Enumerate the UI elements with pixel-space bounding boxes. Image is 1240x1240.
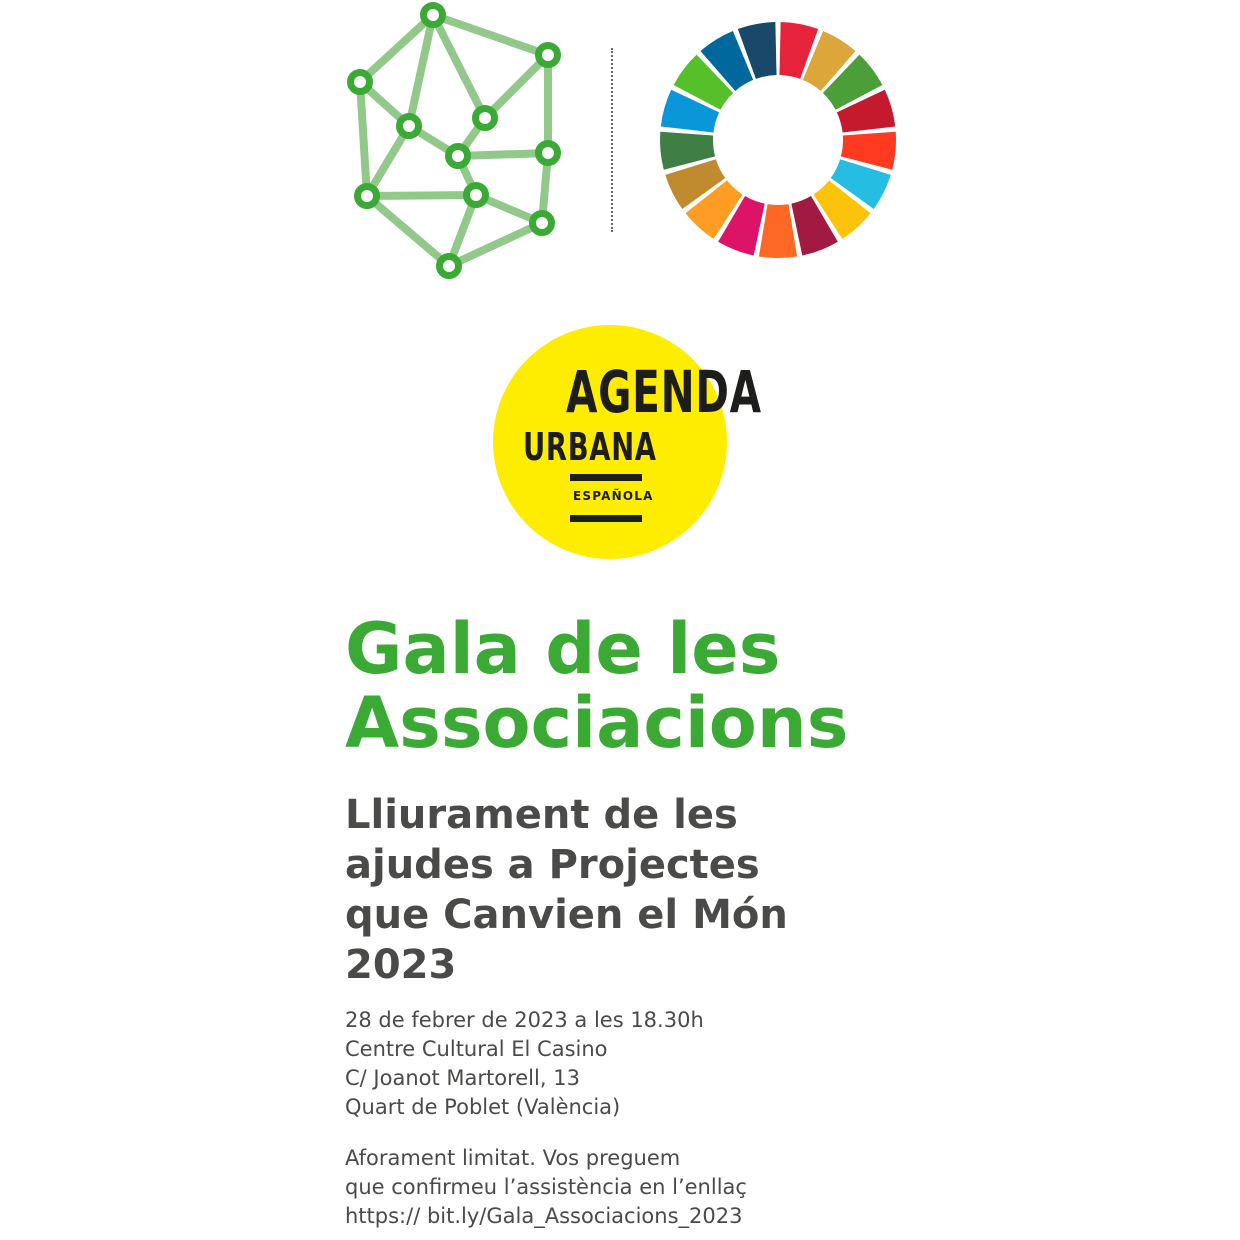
notice-line: que confirmeu l’assistència en l’enllaç	[345, 1175, 747, 1199]
logo-bar-bottom	[570, 515, 642, 522]
network-node	[351, 73, 370, 92]
network-node	[449, 147, 468, 166]
agenda-urbana-logo	[493, 325, 762, 560]
event-address: C/ Joanot Martorell, 13	[345, 1066, 580, 1090]
rsvp-notice	[345, 1144, 747, 1231]
subtitle-line: Lliurament de les	[345, 792, 738, 838]
network-edge	[367, 196, 449, 266]
event-details	[345, 1006, 704, 1122]
network-edge	[367, 195, 476, 196]
network-edge	[360, 82, 367, 196]
network-node	[539, 46, 558, 65]
subtitle-line: 2023	[345, 942, 457, 988]
network-node	[539, 144, 558, 163]
sdg-segment	[759, 204, 797, 258]
network-node	[358, 187, 377, 206]
network-graph-icon	[335, 0, 575, 290]
network-node	[440, 257, 459, 276]
event-date: 28 de febrer de 2023 a les 18.30h	[345, 1008, 704, 1032]
subtitle-line: que Canvien el Món	[345, 892, 788, 938]
event-city: Quart de Poblet (València)	[345, 1095, 621, 1119]
notice-line: Aforament limitat. Vos preguem	[345, 1146, 681, 1170]
subtitle-line: ajudes a Projectes	[345, 842, 760, 888]
network-node	[476, 109, 495, 128]
logo-divider	[611, 48, 613, 232]
network-node	[400, 117, 419, 136]
event-subtitle	[345, 790, 788, 990]
network-node	[533, 214, 552, 233]
event-title-line-2: Associacions	[345, 682, 849, 764]
event-venue: Centre Cultural El Casino	[345, 1037, 608, 1061]
logo-word-espanola: ESPAÑOLA	[573, 489, 654, 503]
logo-word-urbana: URBANA	[523, 425, 657, 469]
logo-word-agenda: AGENDA	[566, 358, 762, 426]
network-edge	[458, 153, 548, 156]
network-node	[424, 6, 443, 25]
network-node	[467, 186, 486, 205]
event-title-line-1: Gala de les	[345, 608, 781, 690]
logo-bar-top	[570, 474, 642, 481]
sdg-wheel-icon	[658, 20, 898, 260]
rsvp-link[interactable]: https:// bit.ly/Gala_Associacions_2023	[345, 1204, 743, 1228]
network-edge	[485, 55, 548, 118]
